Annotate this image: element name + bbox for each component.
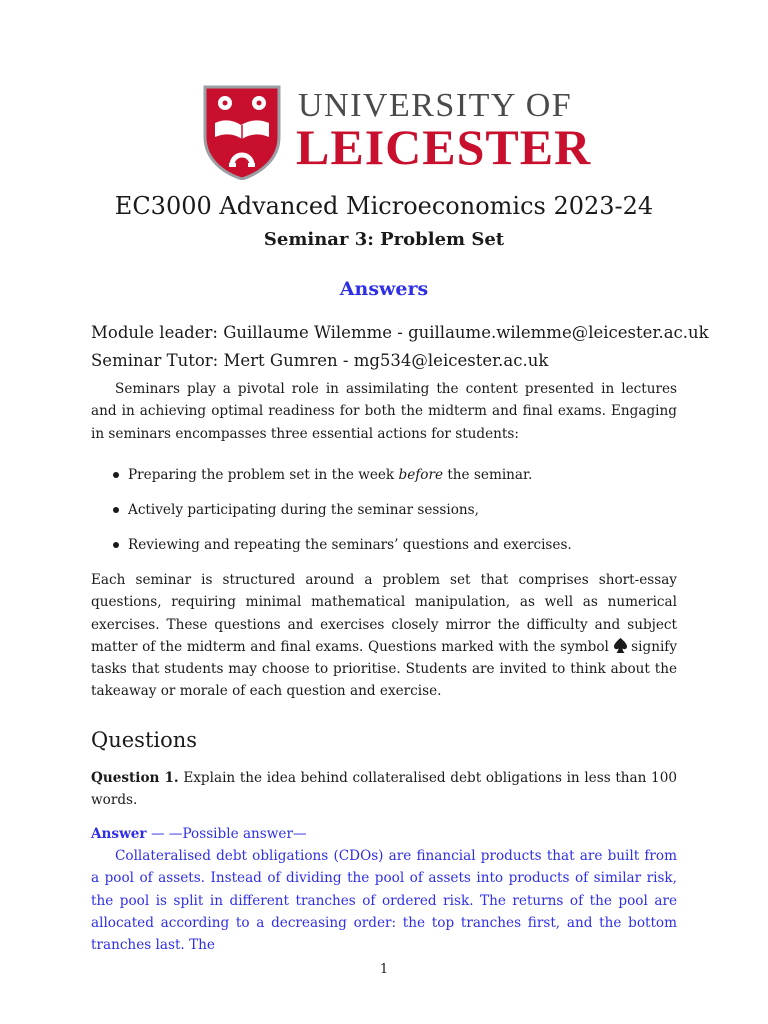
bullet-icon <box>113 542 119 548</box>
answer-label: Answer <box>91 826 147 842</box>
question-1-label: Question 1. <box>91 770 179 786</box>
bullet-icon <box>113 507 119 513</box>
course-title: EC3000 Advanced Microeconomics 2023-24 <box>114 192 654 220</box>
seminar-title: Seminar 3: Problem Set <box>263 229 505 250</box>
logo-leicester: LEICESTER <box>296 119 592 175</box>
module-leader-line: Module leader: Guillaume Wilemme - guillaume.wilemme@leicester.ac.uk <box>91 323 709 342</box>
question-1 <box>91 767 677 812</box>
bullet-item: Reviewing and repeating the seminars’ questions and exercises. <box>113 537 572 553</box>
bullet-item: Actively participating during the seminar sessions, <box>113 502 479 518</box>
answer-header <box>91 823 677 845</box>
bullet-item: Preparing the problem set in the week before the seminar. <box>113 467 532 483</box>
answers-title: Answers <box>339 278 429 300</box>
structure-paragraph: Each seminar is structured around a problem set that comprises short-essay questions, requiring minimal mathematical manipulation, as well as numerical exercises. These questions and exercises closely mirror the difficulty and subject matter of the midterm and final exams. Questions marked with the symbol signify tasks that students may choose to prioritise. Students are invited to think about the takeaway or morale of each question and exercise. <box>91 572 678 700</box>
question-1-text: Explain the idea behind collateralised debt obligations in less than 100 words. <box>91 770 677 809</box>
page-number: 1 <box>379 962 389 977</box>
logo-university-of: UNIVERSITY OF <box>298 87 573 124</box>
intro-paragraph: Seminars play a pivotal role in assimilating the content presented in lectures and in achieving optimal readiness for both the midterm and final exams. Engaging in seminars encompasses three essential actions for students: <box>91 381 677 442</box>
bullet-icon <box>113 472 119 478</box>
shield-crest-icon <box>203 85 281 180</box>
answer-text: Collateralised debt obligations (CDOs) are financial products that are built from a pool of assets. Instead of dividing the pool of assets into products of similar risk, the pool is split in different tranches of ordered risk. The returns of the pool are allocated according to a decreasing order: the top tranches first, and the bottom tranches last. The <box>91 848 677 954</box>
seminar-tutor-line: Seminar Tutor: Mert Gumren - mg534@leicester.ac.uk <box>91 351 549 370</box>
spade-icon <box>614 638 627 653</box>
answer-suffix: — —Possible answer— <box>150 826 307 842</box>
questions-heading: Questions <box>91 728 198 752</box>
university-logo <box>203 85 592 180</box>
